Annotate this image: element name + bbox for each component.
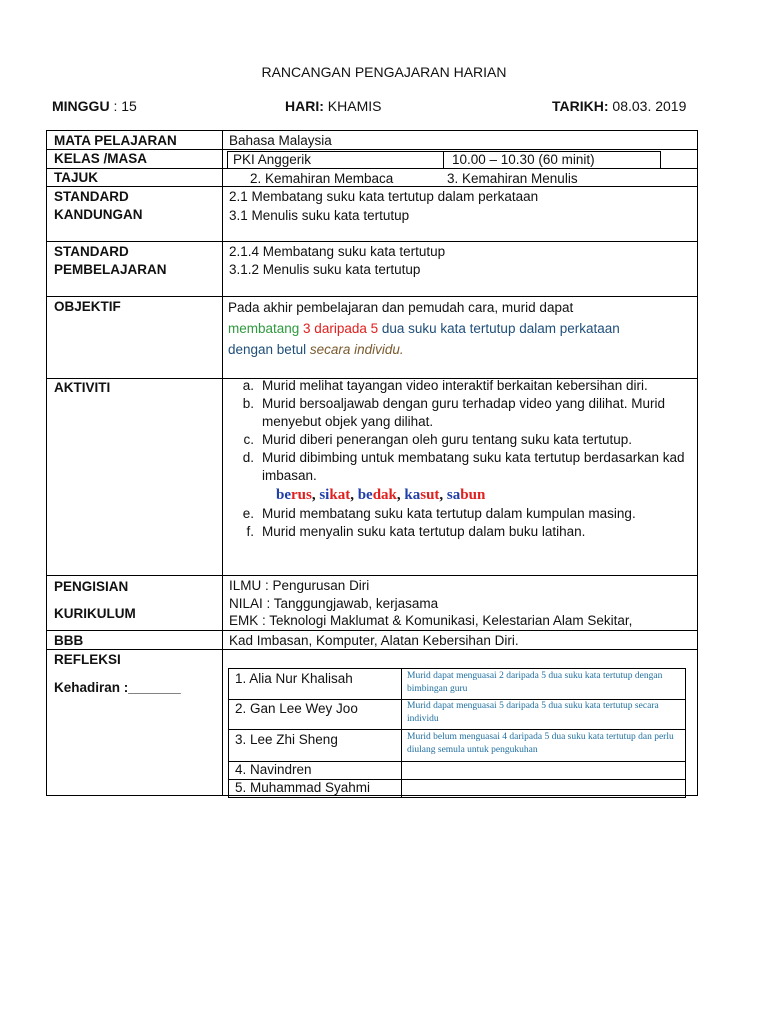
tarikh-label: TARIKH: [552,98,609,114]
objektif-betul: dengan betul [228,342,310,357]
list-marker: a. [242,378,254,393]
kelas-masa-divider [443,151,444,169]
hari-label: HARI: [285,98,324,114]
word-syllable: sut [420,487,440,503]
objektif-line-3 [228,339,678,360]
label-standard-kandungan-1: STANDARD [54,189,129,204]
tarikh [552,98,686,114]
label-pengisian: PENGISIAN [54,579,129,594]
word-syllable: be [357,487,373,503]
minggu-label: MINGGU [52,98,110,114]
label-aktiviti: AKTIVITI [54,380,111,395]
objektif-membatang: membatang [228,321,304,336]
word-syllable: dak [372,487,397,503]
label-mata-pelajaran: MATA PELAJARAN [54,133,177,148]
column-divider [222,131,223,795]
kelas-value: PKI Anggerik [233,152,312,167]
label-standard-kandungan-2: KANDUNGAN [54,207,143,222]
word-syllable: sa [446,487,461,503]
objektif-text [228,297,678,360]
list-marker: f. [246,524,254,539]
label-bbb: BBB [54,633,84,648]
hari-value: KHAMIS [323,98,382,114]
refleksi-table [228,668,686,798]
word-syllable: rus [291,487,312,503]
minggu [52,98,137,114]
tajuk-item-1: 2. Kemahiran Membaca [250,171,394,186]
word-separator: , [396,487,405,503]
pengisian-nilai: NILAI : Tanggungjawab, kerjasama [229,596,439,611]
list-text: Murid dibimbing untuk membatang suku kata tertutup berdasarkan kad imbasan. [262,450,685,483]
standard-kandungan-line-2: 3.1 Menulis suku kata tertutup [229,208,410,223]
word-syllable: si [319,487,330,503]
objektif-rest: dua suku kata tertutup dalam perkataan [381,321,620,336]
tajuk-item-2: 3. Kemahiran Menulis [447,171,578,186]
list-marker: b. [242,396,254,411]
standard-pembelajaran-line-1: 2.1.4 Membatang suku kata tertutup [229,244,446,259]
student-note: Murid belum menguasai 4 daripada 5 dua suku kata tertutup dan perlu diulang semula untuk pengukuhan [407,732,674,755]
list-item [232,395,697,431]
word-separator: , [439,487,447,503]
word-separator: , [350,487,358,503]
label-objektif: OBJEKTIF [54,299,121,314]
student-name: 3. Lee Zhi Sheng [235,732,338,747]
word-syllable: be [276,487,291,503]
minggu-value: : 15 [109,98,137,114]
label-kehadiran: Kehadiran :_______ [54,680,181,695]
word-separator: , [311,487,320,503]
student-name: 2. Gan Lee Wey Joo [235,701,358,716]
student-name: 1. Alia Nur Khalisah [235,671,353,686]
list-item [232,523,697,541]
list-item [232,431,697,449]
refleksi-column-divider [401,669,402,797]
label-kelas: KELAS /MASA [54,151,148,166]
label-refleksi: REFLEKSI [54,652,121,667]
page-title: RANCANGAN PENGAJARAN HARIAN [261,64,507,80]
list-text: Murid membatang suku kata tertutup dalam kumpulan masing. [262,506,636,521]
objektif-count: 3 daripada 5 [303,321,382,336]
list-text: Murid bersoaljawab dengan guru terhadap video yang dilihat. Murid menyebut objek yang dilihat. [262,396,666,429]
pengisian-ilmu: ILMU : Pengurusan Diri [229,578,370,593]
standard-kandungan-line-1: 2.1 Membatang suku kata tertutup dalam perkataan [229,189,539,204]
label-kurikulum: KURIKULUM [54,606,136,621]
masa-value: 10.00 – 10.30 (60 minit) [452,152,595,167]
label-standard-pembelajaran-2: PEMBELAJARAN [54,262,167,277]
pengisian-emk: EMK : Teknologi Maklumat & Komunikasi, Kelestarian Alam Sekitar, [229,613,633,628]
word-syllable: ka [404,487,421,503]
word-syllable: kat [329,487,351,503]
value-mata-pelajaran: Bahasa Malaysia [229,133,332,148]
standard-pembelajaran-line-2: 3.1.2 Menulis suku kata tertutup [229,262,421,277]
value-bbb: Kad Imbasan, Komputer, Alatan Kebersihan Diri. [229,633,519,648]
label-standard-pembelajaran-1: STANDARD [54,244,129,259]
list-text: Murid menyalin suku kata tertutup dalam buku latihan. [262,524,586,539]
word-syllable: bun [460,487,486,503]
list-item [232,377,697,395]
student-note: Murid dapat menguasai 5 daripada 5 dua suku kata tertutup secara individu [407,701,659,724]
student-note: Murid dapat menguasai 2 daripada 5 dua suku kata tertutup dengan bimbingan guru [407,671,663,694]
list-marker: c. [243,432,254,447]
label-tajuk: TAJUK [54,170,99,185]
list-item [232,449,697,485]
hari [285,98,381,114]
list-marker: d. [242,450,254,465]
list-item [232,505,697,523]
objektif-line-2 [228,318,678,339]
objektif-line-1: Pada akhir pembelajaran dan pemudah cara, murid dapat [228,300,574,315]
flashcard-words [232,485,697,505]
objektif-individu: secara individu. [309,342,404,357]
aktiviti-list [232,377,697,541]
list-text: Murid diberi penerangan oleh guru tentang suku kata tertutup. [262,432,632,447]
student-name: 5. Muhammad Syahmi [235,780,371,795]
list-text: Murid melihat tayangan video interaktif berkaitan kebersihan diri. [262,378,648,393]
list-marker: e. [242,506,254,521]
student-name: 4. Navindren [235,762,312,777]
tarikh-value: 08.03. 2019 [608,98,687,114]
